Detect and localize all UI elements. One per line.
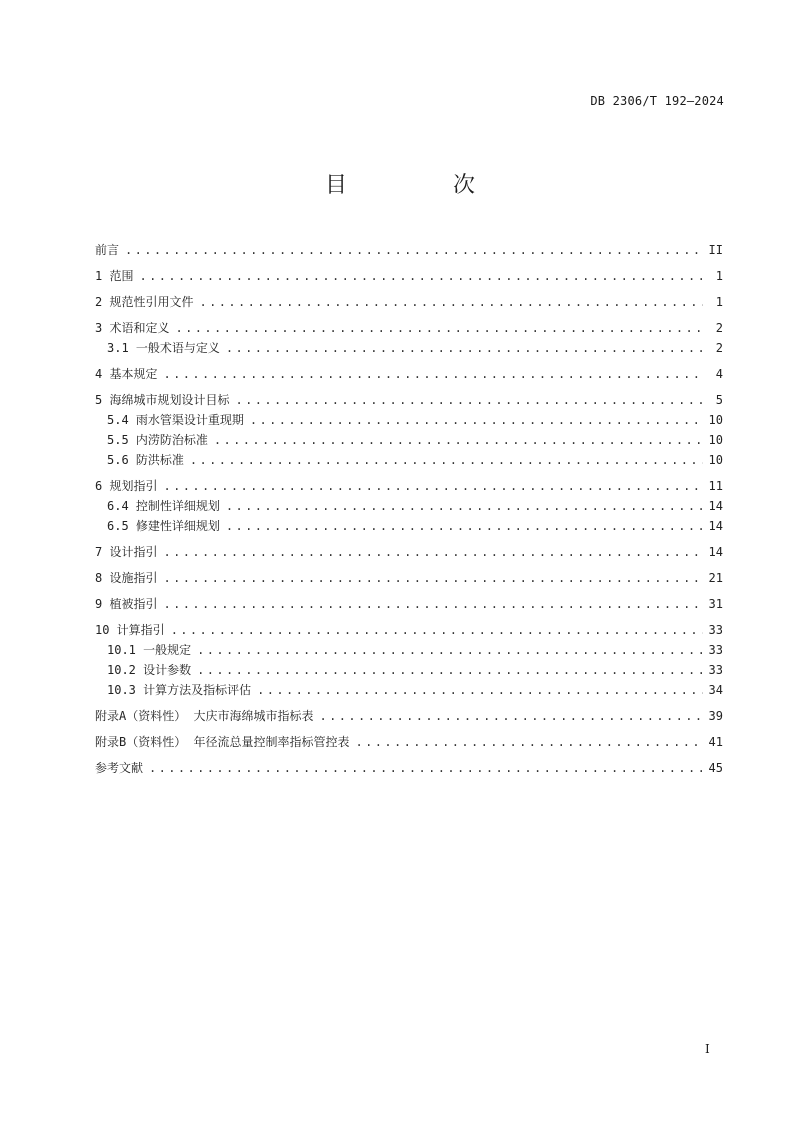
- toc-entry-page: 14: [708, 519, 723, 533]
- toc-entry-page: 2: [715, 321, 723, 335]
- toc-entry-label: 3 术语和定义: [95, 321, 170, 335]
- toc-leader-dots: [163, 568, 702, 588]
- toc-leader-dots: [235, 390, 703, 410]
- toc-entry-page: 34: [708, 683, 723, 697]
- toc-leader-dots: [250, 410, 703, 430]
- toc-entry-label: 6 规划指引: [95, 479, 158, 493]
- toc-entry-page: 10: [708, 413, 723, 427]
- toc-leader-dots: [163, 476, 702, 496]
- toc-entry-label: 10.2 设计参数: [107, 663, 192, 677]
- toc-entry[interactable]: [95, 660, 723, 680]
- toc-entry-page: II: [708, 243, 723, 257]
- toc-entry[interactable]: [95, 516, 723, 536]
- toc-entry[interactable]: [95, 240, 723, 260]
- toc-entry-label: 5 海绵城市规划设计目标: [95, 393, 230, 407]
- toc-entry-label: 2 规范性引用文件: [95, 295, 194, 309]
- table-of-contents: [95, 240, 723, 778]
- toc-entry[interactable]: [95, 266, 723, 286]
- document-code: DB 2306/T 192—2024: [590, 94, 724, 108]
- toc-entry-page: 1: [715, 295, 723, 309]
- toc-leader-dots: [214, 430, 703, 450]
- toc-entry[interactable]: [95, 496, 723, 516]
- toc-entry[interactable]: [95, 620, 723, 640]
- toc-entry-label: 8 设施指引: [95, 571, 158, 585]
- toc-entry[interactable]: [95, 476, 723, 496]
- toc-leader-dots: [199, 292, 703, 312]
- toc-entry-page: 21: [708, 571, 723, 585]
- toc-leader-dots: [319, 706, 702, 726]
- toc-entry-label: 6.5 修建性详细规划: [107, 519, 220, 533]
- toc-entry-page: 14: [708, 499, 723, 513]
- toc-entry[interactable]: [95, 390, 723, 410]
- toc-entry-label: 10 计算指引: [95, 623, 165, 637]
- toc-entry[interactable]: [95, 706, 723, 726]
- toc-leader-dots: [355, 732, 702, 752]
- page-number: I: [705, 1042, 710, 1056]
- toc-entry-page: 39: [708, 709, 723, 723]
- page-title: 目 次: [324, 173, 517, 198]
- toc-entry-page: 31: [708, 597, 723, 611]
- toc-entry-page: 4: [715, 367, 723, 381]
- toc-entry[interactable]: [95, 430, 723, 450]
- toc-entry-page: 10: [708, 433, 723, 447]
- toc-entry[interactable]: [95, 594, 723, 614]
- toc-entry-label: 7 设计指引: [95, 545, 158, 559]
- toc-leader-dots: [190, 450, 703, 470]
- toc-entry[interactable]: [95, 732, 723, 752]
- toc-entry-page: 2: [715, 341, 723, 355]
- toc-entry-label: 3.1 一般术语与定义: [107, 341, 220, 355]
- toc-entry[interactable]: [95, 410, 723, 430]
- toc-leader-dots: [197, 640, 702, 660]
- toc-entry-label: 5.5 内涝防治标准: [107, 433, 208, 447]
- toc-entry-page: 33: [708, 623, 723, 637]
- toc-entry-page: 14: [708, 545, 723, 559]
- toc-entry-label: 1 范围: [95, 269, 134, 283]
- toc-entry-page: 1: [715, 269, 723, 283]
- toc-entry[interactable]: [95, 680, 723, 700]
- toc-entry-label: 9 植被指引: [95, 597, 158, 611]
- toc-entry[interactable]: [95, 338, 723, 358]
- toc-leader-dots: [163, 594, 702, 614]
- toc-leader-dots: [226, 496, 703, 516]
- toc-entry-page: 10: [708, 453, 723, 467]
- toc-entry-label: 5.6 防洪标准: [107, 453, 184, 467]
- toc-leader-dots: [163, 364, 703, 384]
- toc-leader-dots: [171, 620, 703, 640]
- toc-leader-dots: [149, 758, 703, 778]
- toc-entry[interactable]: [95, 542, 723, 562]
- toc-entry[interactable]: [95, 318, 723, 338]
- toc-entry-page: 33: [708, 663, 723, 677]
- toc-entry-page: 11: [708, 479, 723, 493]
- toc-entry-label: 6.4 控制性详细规划: [107, 499, 220, 513]
- toc-leader-dots: [226, 338, 703, 358]
- toc-entry[interactable]: [95, 292, 723, 312]
- toc-leader-dots: [226, 516, 703, 536]
- toc-entry-label: 附录A（资料性） 大庆市海绵城市指标表: [95, 709, 314, 723]
- toc-leader-dots: [197, 660, 702, 680]
- toc-entry-label: 附录B（资料性） 年径流总量控制率指标管控表: [95, 735, 350, 749]
- toc-leader-dots: [125, 240, 703, 260]
- toc-entry-label: 参考文献: [95, 761, 144, 775]
- toc-entry[interactable]: [95, 758, 723, 778]
- toc-entry-page: 5: [715, 393, 723, 407]
- toc-entry[interactable]: [95, 568, 723, 588]
- toc-entry-label: 10.1 一般规定: [107, 643, 192, 657]
- toc-entry-label: 10.3 计算方法及指标评估: [107, 683, 252, 697]
- toc-entry-label: 4 基本规定: [95, 367, 158, 381]
- toc-leader-dots: [257, 680, 702, 700]
- toc-entry-page: 33: [708, 643, 723, 657]
- toc-leader-dots: [139, 266, 703, 286]
- toc-entry-page: 41: [708, 735, 723, 749]
- toc-entry[interactable]: [95, 450, 723, 470]
- toc-entry-label: 前言: [95, 243, 120, 257]
- toc-entry-label: 5.4 雨水管渠设计重现期: [107, 413, 244, 427]
- toc-entry-page: 45: [708, 761, 723, 775]
- toc-entry[interactable]: [95, 640, 723, 660]
- toc-entry[interactable]: [95, 364, 723, 384]
- toc-leader-dots: [175, 318, 703, 338]
- toc-leader-dots: [163, 542, 702, 562]
